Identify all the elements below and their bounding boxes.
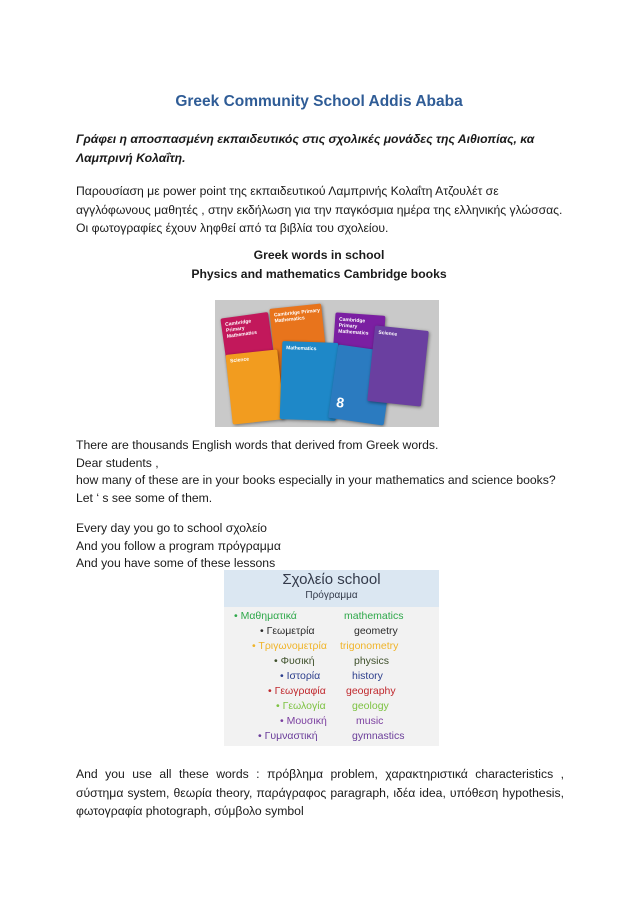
slide-header [224, 570, 439, 607]
lesson-greek: • Γεωμετρία [260, 625, 315, 637]
lesson-row [224, 655, 439, 669]
lesson-row [224, 640, 439, 654]
book-cover: Cambridge Primary Mathematics [331, 312, 386, 387]
lesson-row [224, 685, 439, 699]
lesson-english: geometry [354, 625, 398, 637]
text-line: And you have some of these lessons [76, 556, 276, 570]
books-photo [215, 300, 439, 427]
slide-title: Σχολείο school [282, 571, 381, 588]
text-line: There are thousands English words that derived from Greek words. [76, 438, 439, 452]
lesson-greek: • Γεωγραφία [268, 685, 326, 697]
text-line: Dear students , [76, 455, 159, 470]
book-cover: Science [225, 349, 284, 424]
book-cover: Mathematics [280, 341, 339, 421]
lesson-english: trigonometry [340, 640, 399, 652]
lesson-greek: • Μαθηματικά [234, 610, 297, 622]
book-cover: 8 [328, 344, 394, 425]
english-lines [76, 437, 564, 507]
lesson-greek: • Ιστορία [280, 670, 321, 682]
lesson-row [224, 670, 439, 684]
lesson-english: mathematics [344, 610, 404, 622]
lesson-greek: • Φυσική [274, 655, 315, 667]
lesson-english: geology [352, 700, 389, 712]
text-line: how many of these are in your books especially in your mathematics and science books? [76, 473, 556, 487]
lesson-english: gymnastics [352, 730, 405, 742]
intro-paragraph: Παρουσίαση με power point της εκπαιδευτικού Λαμπρινής Κολαΐτη Ατζουλέτ σε αγγλόφωνους μαθητές , στην εκδήλωση για την παγκόσμια ημέρα της ελληνικής γλώσσας. Οι φωτογραφίες έχουν ληφθεί από τα βιβλία του σχολείου. [76, 184, 563, 235]
section-heading: Greek words in school [253, 248, 385, 262]
lesson-row [224, 715, 439, 729]
lesson-greek: • Μουσική [280, 715, 327, 727]
lesson-greek: • Γεωλογία [276, 700, 326, 712]
lesson-row [224, 700, 439, 714]
book-cover: Cambridge Primary Mathematics [220, 312, 277, 388]
section-subheading: Physics and mathematics Cambridge books [191, 267, 447, 281]
text-line: Let ‘ s see some of them. [76, 490, 213, 505]
text-line: Every day you go to school σχολείο [76, 521, 267, 535]
text-line: And you follow a program πρόγραμμα [76, 538, 281, 553]
lesson-greek: • Τριγωνομετρία [252, 640, 327, 652]
lesson-row [224, 625, 439, 639]
book-cover: Cambridge Primary Mathematics [269, 303, 328, 382]
lesson-row [224, 610, 439, 624]
lesson-english: physics [354, 655, 390, 667]
school-lines [76, 520, 564, 573]
lessons-slide [224, 570, 439, 746]
lesson-english: geography [346, 685, 396, 697]
slide-subtitle: Πρόγραμμα [305, 590, 358, 601]
lesson-english: history [352, 670, 383, 682]
final-paragraph: And you use all these words : πρόβλημα problem, χαρακτηριστικά characteristics , σύστημα system, θεωρία theory, παράγραφος paragraph, ιδέα idea, υπόθεση hypothesis, φωτογραφία photograph, σύμβολο symbol [76, 767, 564, 818]
lesson-english: music [356, 715, 384, 727]
lesson-greek: • Γυμναστική [258, 730, 318, 742]
book-cover: Science [367, 325, 429, 406]
author-line: Γράφει η αποσπασμένη εκπαιδευτικός στις σχολικές μονάδες της Αιθιοπίας, κα Λαμπρινή Κολαΐτη. [76, 132, 535, 165]
lesson-row [224, 730, 439, 744]
page-title: Greek Community School Addis Ababa [175, 93, 463, 110]
